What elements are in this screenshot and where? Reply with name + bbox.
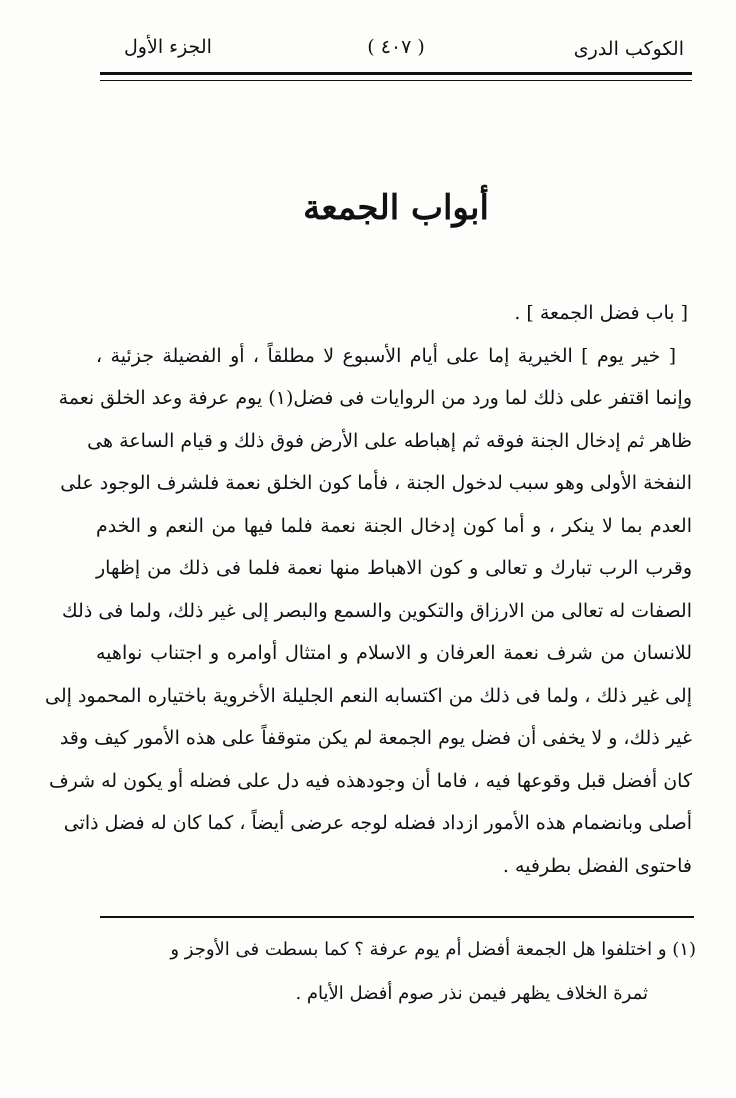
body-line: الصفات له تعالى من الارزاق والتكوين والسمع والبصر إلى غير ذلك، ولما فى ذلك [62,599,692,622]
footnote-line: (١) و اختلفوا هل الجمعة أفضل أم يوم عرفة ؟ كما بسطت فى الأوجز و [170,939,696,960]
volume-label: الجزء الأول [124,36,212,58]
body-line: العدم بما لا ينكر ، و أما كون إدخال الجنة نعمة فلما فيها من النعم و الخدم [96,514,692,537]
body-line: إلى غير ذلك ، ولما فى ذلك من اكتسابه النعم الجليلة الأخروية باختياره المحمود إلى [45,684,692,707]
body-line: أصلى وبانضمام هذه الأمور ازداد فضله لوجه عرضى أيضاً ، كما كان له فضل ذاتى [63,812,692,834]
body-line: [ خير يوم ] الخيرية إما على أيام الأسبوع لا مطلقاً ، أو الفضيلة جزئية ، [96,344,676,367]
body-line: غير ذلك، و لا يخفى أن فضل يوم الجمعة لم يكن متوقفاً على هذه الأمور كيف وقد [59,727,692,749]
body-text [45,292,692,887]
page-number: ( ٤٠٧ ) [367,36,425,58]
footnote [100,928,696,1016]
body-line: وإنما اقتفر على ذلك لما ورد من الروايات فى فضل(١) يوم عرفة وعد الخلق نعمة [58,387,692,409]
chapter-title: أبواب الجمعة [303,188,489,228]
footnote-line: ثمرة الخلاف يظهر فيمن نذر صوم أفضل الأيام . [295,983,648,1004]
body-line: فاحتوى الفضل بطرفيه . [502,854,692,877]
header-rule-thin [100,80,692,81]
section-heading: [ باب فضل الجمعة ] . [514,302,688,324]
body-line: وقرب الرب تبارك و تعالى و كون الاهباط منها نعمة فلما فى ذلك من إظهار [96,557,692,579]
footnote-rule [100,916,694,918]
body-line: النفخة الأولى وهو سبب لدخول الجنة ، فأما كون الخلق نعمة فلشرف الوجود على [60,472,692,494]
book-title: الكوكب الدرى [573,38,684,60]
body-line: ظاهر ثم إدخال الجنة فوقه ثم إهباطه على الأرض فوق ذلك و قيام الساعة هى [87,429,692,452]
body-line: للانسان من شرف نعمة العرفان و الاسلام و امتثال أوامره و اجتناب نواهيه [96,642,692,664]
running-header [100,32,692,72]
body-line: كان أفضل قبل وقوعها فيه ، فاما أن وجودهذه فيه دل على فضله أو يكون له شرف [48,769,692,792]
header-rule-thick [100,72,692,75]
